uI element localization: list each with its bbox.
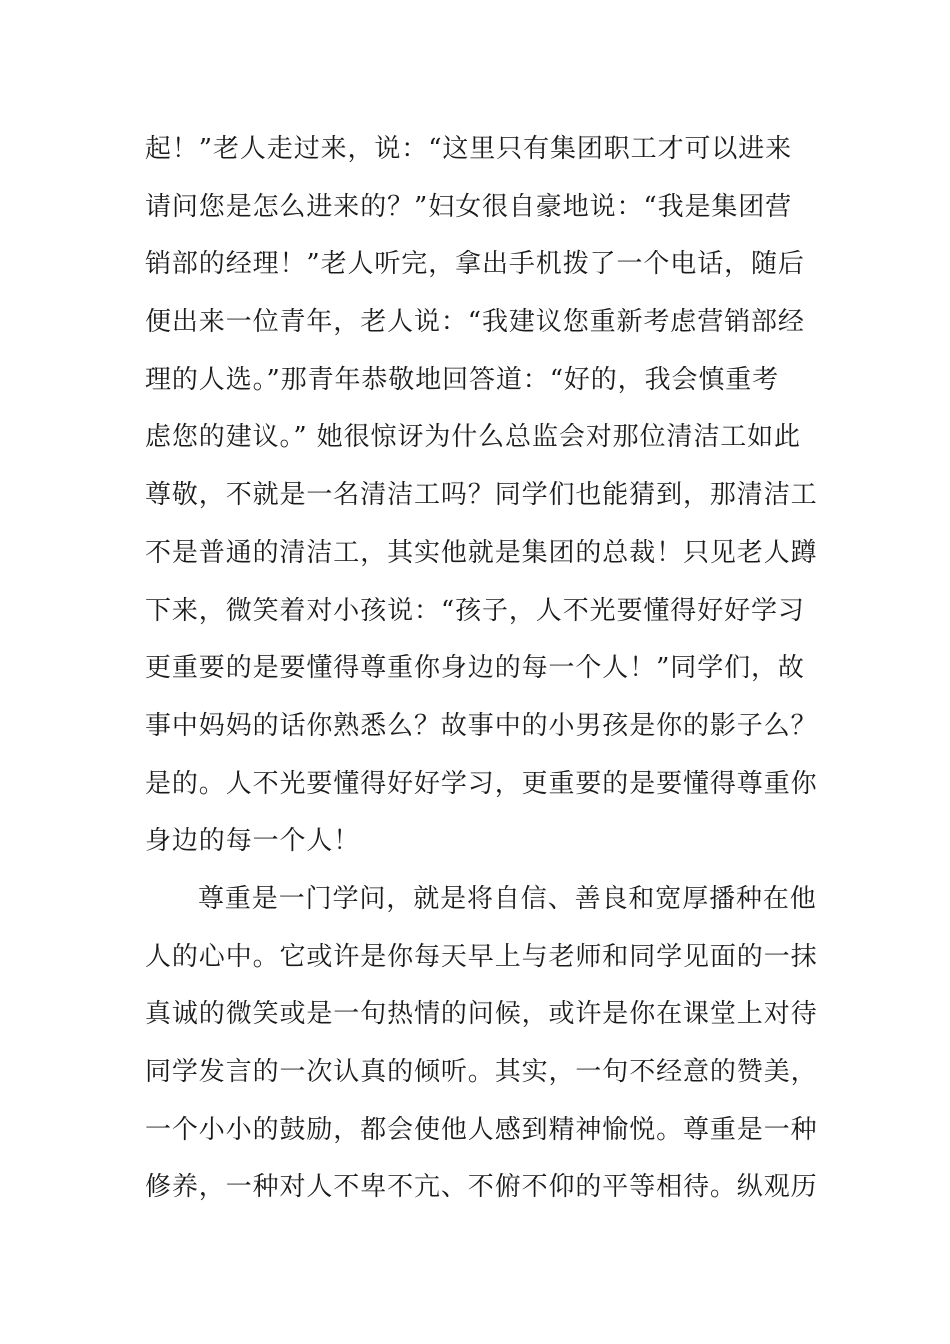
- body-text: [145, 121, 818, 1217]
- paragraph-2: [145, 871, 818, 1217]
- text-line: 是的。人不光要懂得好好学习，更重要的是要懂得尊重你: [145, 768, 818, 799]
- text-line: 尊敬，不就是一名清洁工吗？同学们也能猜到，那清洁工: [145, 480, 818, 511]
- text-line: 身边的每一个人！: [145, 826, 361, 857]
- text-line: 不是普通的清洁工，其实他就是集团的总裁！只见老人蹲: [145, 537, 818, 568]
- paragraph-1: [145, 121, 818, 871]
- text-line: 请问您是怎么进来的？”妇女很自豪地说：“我是集团营: [145, 191, 793, 222]
- text-line: 尊重是一门学问，就是将自信、善良和宽厚播种在他: [198, 883, 817, 914]
- text-line: 真诚的微笑或是一句热情的问候，或许是你在课堂上对待: [145, 999, 818, 1030]
- text-line: 人的心中。它或许是你每天早上与老师和同学见面的一抹: [145, 941, 818, 972]
- text-line: 销部的经理！”老人听完，拿出手机拨了一个电话，随后: [145, 249, 805, 280]
- text-line: 下来，微笑着对小孩说：“孩子，人不光要懂得好好学习: [145, 595, 805, 626]
- text-line: 理的人选。”那青年恭敬地回答道：“好的，我会慎重考: [145, 364, 780, 395]
- text-line: 一个小小的鼓励，都会使他人感到精神愉悦。尊重是一种: [145, 1114, 818, 1145]
- text-line: 起！”老人走过来，说：“这里只有集团职工才可以进来: [145, 134, 793, 164]
- text-line: 同学发言的一次认真的倾听。其实，一句不经意的赞美，: [145, 1057, 818, 1087]
- text-line: 虑您的建议。” 她很惊讶为什么总监会对那位清洁工如此: [145, 422, 801, 453]
- text-line: 便出来一位青年，老人说：“我建议您重新考虑营销部经: [145, 307, 805, 338]
- text-line: 事中妈妈的话你熟悉么？故事中的小男孩是你的影子么？: [145, 710, 818, 741]
- text-line: 修养，一种对人不卑不亢、不俯不仰的平等相待。纵观历: [145, 1172, 818, 1203]
- text-line: 更重要的是要懂得尊重你身边的每一个人！”同学们，故: [145, 653, 805, 684]
